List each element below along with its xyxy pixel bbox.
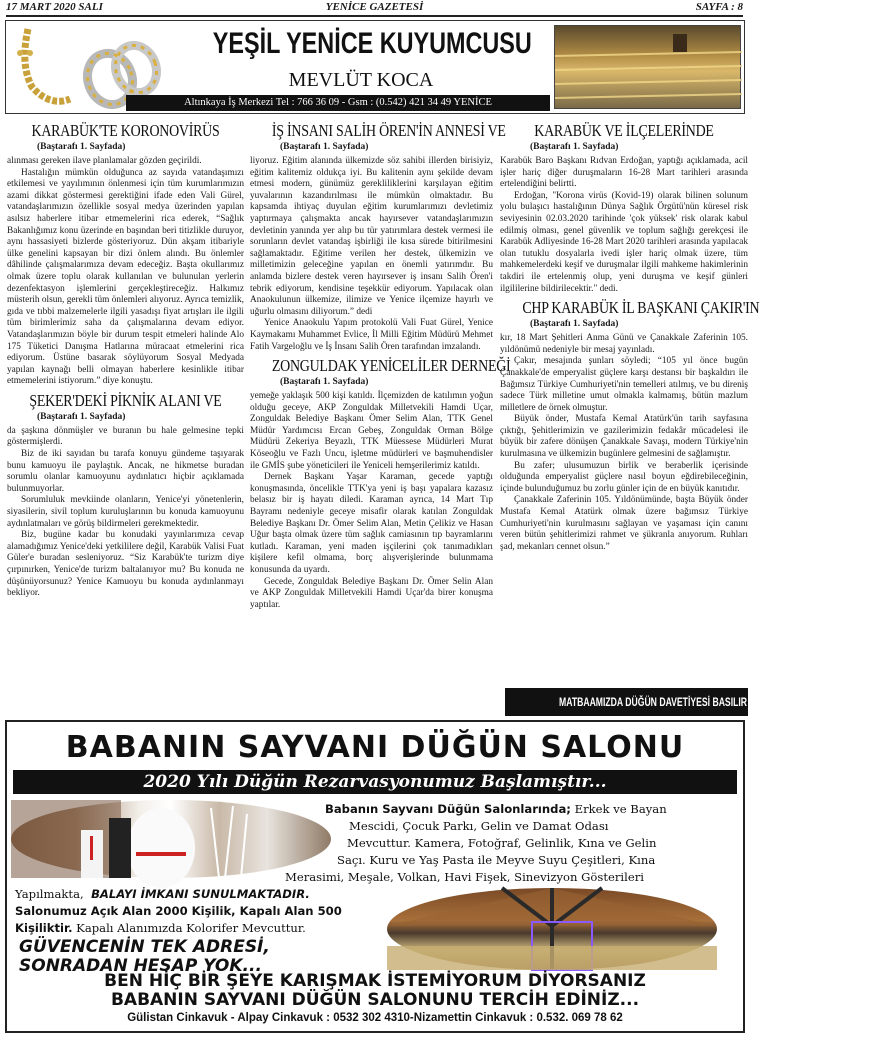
page-number: SAYFA : 8	[695, 1, 743, 13]
wedding-hall-title: BABANIN SAYVANI DÜĞÜN SALONU	[65, 730, 685, 765]
headline-salih-oren: İŞ İNSANI SALİH ÖREN'İN ANNESİ VE	[271, 121, 506, 140]
amenities-lead: Babanın Sayvanı Düğün Salonlarında;	[325, 802, 571, 816]
column-right	[500, 118, 760, 553]
article-paragraph: kır, 18 Mart Şehitleri Anma Günü ve Çanakkale Zaferinin 105. yıldönümü nedeniyle bir mesaj yayınladı.	[500, 333, 748, 355]
headline-karabuk-ilcelerinde: KARABÜK VE İLÇELERİNDE	[534, 121, 714, 140]
jeweler-owner: MEVLÜT KOCA	[288, 69, 434, 91]
heating-text: Kapalı Alanımızda Kolorifer Mevcuttur.	[76, 921, 306, 935]
capacity-line: Salonumuz Açık Alan 2000 Kişilik, Kapalı Alan 500	[15, 904, 342, 918]
article-paragraph: Büyük önder, Mustafa Kemal Atatürk'ün tarih sayfasına çıktığı, Şehitlerimizin ve gazilerimizin fedakâr mücadelesi ile büyük bir zafere dönüşen Çanakkale Savaşı, modern Türkiye'nin kurulmasına ve ülkemizin bugünlere gelmesini de sağlamıştır.	[500, 414, 748, 460]
honeymoon-line	[15, 886, 310, 902]
article-paragraph: Yenice Anaokulu Yapım protokolü Vali Fuat Gürel, Yenice Kaymakamı Muhammet Evlice, İl Milli Eğitim Müdürü Mehmet Fatih Vargeloğlu ve İş İnsanı Salih Ören tarafından imzalandı.	[250, 318, 493, 352]
continued-note: (Baştarafı 1. Sayfada)	[530, 142, 619, 152]
article-paragraph: Karabük Baro Başkanı Rıdvan Erdoğan, yaptığı açıklamada, acil işler hariç diğer duruşmaların 16-28 Mart tarihleri arasında ertelendiğini belirtti.	[500, 156, 748, 190]
slogan-1: GÜVENCENİN TEK ADRESİ,	[19, 937, 270, 957]
article-paragraph: alınması gereken ilave planlamalar gözden geçirildi.	[7, 156, 202, 166]
headline-karabuk-koronavirus: KARABÜK'TE KORONOVİRÜS	[31, 121, 220, 140]
continued-note: (Baştarafı 1. Sayfada)	[37, 411, 126, 422]
article-paragraph: Dernek Başkanı Yaşar Karaman, gecede yaptığı konuşmasında, öncelikle TTK'ya yeni iş başı yapalara kazasız belasız bir iş hayatı diledi. Karaman ayrıca, 14 Mart Tıp Bayramı nedeniyle geceye misafir olarak katılan Zonguldak Belediye Başkanı Dr. Ömer Selim Alan, Metin Çelikiz ve Hasan Uğur başta olmak üzere tüm sağlık camiasının tıp bayramlarını kutladı. Karaman, yeni maden işçilerini çok tanımadıkları kişilere kefil olmama, borç alışverişlerinde bulunmama konusunda da uyardı.	[250, 472, 493, 575]
page-header	[6, 0, 743, 17]
article-paragraph: Erdoğan, "Korona virüs (Kovid-19) olarak bilinen solunum yolu bulaşıcı hastalığının Dünya Sağlık Örgütü'nün küresel risk seviyesinin 02.03.2020 tarihinde 'çok yüksek' risk olarak kabul edilmiş olması, genel güvenlik ve toplum sağlığı gerekçesi ile Karabük Adliyesinde 16-28 Mart 2020 tarihleri arasında yapılacak olan tutuklu dosyalarla ivedi işler hariç olmak üzere, tüm mahkemelerdeki keşif ve duruşmalar ilgili mahkeme hakimlerinin takdiri ile ertelenmiş olup, yeni duruşma ve keşif günleri ilgililerine bildirilecektir." dedi.	[500, 190, 748, 294]
closing-line-1: BEN HİÇ BİR ŞEYE KARIŞMAK İSTEMİYORUM DİYORSANIZ	[104, 971, 646, 991]
amenities-line-1	[325, 801, 667, 817]
heating-line	[15, 920, 306, 936]
jewelry-shop-photo	[554, 25, 741, 109]
amenities-text: Erkek ve Bayan	[574, 802, 667, 816]
jeweler-contact: Altınkaya İş Merkezi Tel : 766 36 09 - Gsm : (0.542) 421 34 49 YENİCE	[126, 95, 550, 111]
invitation-print-text: MATBAAMIZDA DÜĞÜN DAVETİYESİ BASILIR TEL:(0.370) 766 12 02	[559, 695, 837, 709]
article-paragraph: Çakır, mesajında şunları söyledi; “105 yıl önce bugün Çanakkale'de emperyalist güçlere karşı destansı bir başkaldırı ile Bağımsız Türkiye Cumhuriyeti'nin temelleri atılmış, ve bu direniş sadece Türk milletine umut olmakla kalmamış, bütün mazlum milletlere de örnek olmuştur.	[500, 356, 748, 413]
amenities-line-3: Mevcuttur. Kamera, Fotoğraf, Gelinlik, Kına ve Gelin	[347, 836, 657, 850]
newspaper-name: YENİCE GAZETESİ	[325, 1, 424, 13]
amenities-line-4: Saçı. Kuru ve Yaş Pasta ile Meyve Suyu Çeşitleri, Kına	[337, 853, 656, 867]
capacity-end: Kişiliktir.	[15, 921, 73, 935]
column-left	[7, 118, 244, 600]
headline-seker-piknik: ŞEKER'DEKİ PİKNİK ALANI VE	[29, 390, 222, 410]
continued-note: (Baştarafı 1. Sayfada)	[530, 319, 619, 330]
continued-note: (Baştarafı 1. Sayfada)	[280, 377, 369, 388]
slogan-2: SONRADAN HESAP YOK...	[19, 956, 262, 976]
article-paragraph: Çanakkale Zaferinin 105. Yıldönümünde, başta Büyük önder Mustafa Kemal Atatürk olmak üzere bağımsız Türkiye Cumhuriyeti'nin kurulmasını sağlayan ve yaşaması için canını veren bütün şehitlerimizi rahmet ve şükranla anıyorum. Ruhları şad, mekanları cennet olsun.”	[500, 495, 748, 552]
article-paragraph: Sorumluluk mevkiinde olanların, Yenice'yi yönetenlerin, siyasilerin, sivil toplum kuruluşlarının bu konuda kamuoyunu aydınlatmaları ve görüş bildirmeleri gerekmektedir.	[7, 495, 244, 529]
amenities-line-5: Merasimi, Meşale, Volkan, Havi Fişek, Sinevizyon Gösterileri	[285, 870, 644, 884]
invitation-print-ad	[505, 688, 837, 716]
jeweler-ad	[5, 20, 745, 114]
article-paragraph: Biz, bugüne kadar bu konudaki yayınlarımıza cevap alamadığımız Yenice'deki yetkililere değil, Karabük Valisi Fuat Güler'e buradan sesleniyoruz. “Siz Karabük'te turizm diye çırpınırken, Yenice'de turizm baltalanıyor mu? Bu konuda ne düşünüyorsunuz? Yenice Kamuoyu bu konuda aydınlanmayı bekliyor.	[7, 530, 244, 599]
column-middle	[250, 118, 511, 611]
article-paragraph: Hastalığın mümkün olduğunca az sayıda vatandaşımızı etkilemesi ve yayılımının önlenmesi için tüm kurumlarımızın azami dikkat göstermesi gerektiğini ifade eden Vali Gürel, vatandaşlarımızın özellikle sosyal medya üzerinden yapılan asılsız haberlere itibar etmemelerini rica ederek, “Sağlık Bakanlığımız konu üzerinde en başından beri titizlikle duruyor, aynı hassasiyeti bizlerde gösteriyoruz. Dün akşam itibariyle ülke genelini kapsayan bir dizi önlem alındı. Bu önlemler dâhilinde çalışmalarımıza devam edeceğiz. Başta okullarımız olmak üzere toplu olarak kullanılan ve bulunulan yerlerin dezenfektasyon işlemlerini gerçekleştireceğiz. Halkımız müsterih olsun, gerekli tüm önlemleri alıyoruz. Ayrıca temizlik, gıda ve tıbbi malzemelerle ilgili yasadışı fiyat artışları ile ilgili tüm birimlerimiz saha da çalışmalarına devam ediyor. Vatandaşlarımızın böyle bir durum tespit etmeleri halinde Alo 175 Tüketici Danışma Hatlarına müracaat etmelerini rica ediyorum. Üstüne basarak söylüyorum Sosyal Medyada yapılan kaynağı belli olmayan haberlere kesinlikle itibar etmemelerini istiyorum.” diye konuştu.	[7, 167, 244, 387]
continued-note: (Baştarafı 1. Sayfada)	[280, 142, 369, 152]
honeymoon-bold: BALAYI İMKANI SUNULMAKTADIR.	[91, 887, 310, 901]
closing-line-2: BABANIN SAYVANI DÜĞÜN SALONUNU TERCİH EDİNİZ...	[110, 990, 640, 1010]
article-paragraph: Gecede, Zonguldak Belediye Başkanı Dr. Ömer Selin Alan ve AKP Zonguldak Milletvekili Hamdi Uçar'da birer konuşma yaptılar.	[250, 576, 493, 610]
amenities-line-2: Mescidi, Çocuk Parkı, Gelin ve Damat Odası	[349, 819, 609, 833]
honeymoon-plain: Yapılmakta,	[15, 887, 84, 901]
continued-note: (Baştarafı 1. Sayfada)	[37, 142, 126, 152]
article-paragraph: da şaşkına dönmüşler ve buranın bu hale gelmesine tepki göstermişlerdi.	[7, 425, 244, 448]
headline-chp-cakir: CHP KARABÜK İL BAŞKANI ÇAKIR'IN	[522, 298, 760, 318]
jeweler-title: YEŞİL YENİCE KUYUMCUSU	[212, 27, 532, 60]
issue-date: 17 MART 2020 SALI	[6, 1, 103, 13]
wedding-photo	[11, 800, 331, 878]
reservation-banner: 2020 Yılı Düğün Rezarvasyonumuz Başlamıştır...	[13, 770, 737, 794]
article-paragraph: Bu zafer; ulusumuzun birlik ve beraberlik içerisinde olduğunda emperyalist güçlere nasıl boyun eğdirebileceğinin, içinde bulunduğumuz bu zorlu günler için de en büyük kanıtıdır.	[500, 460, 748, 494]
article-paragraph: Biz de iki sayıdan bu tarafa konuyu gündeme taşıyarak bunu kamuoyu ile paylaştık. Ancak, ne hikmetse buradan sorumlu olanlar kamuoyunu aydınlatıcı hiçbir açıklamada bulunmuyorlar.	[7, 449, 244, 494]
headline-zonguldak-yeniceliler: ZONGULDAK YENİCELİLER DERNEĞİ	[271, 356, 511, 376]
article-paragraph: liyoruz. Eğitim alanında ülkemizde söz sahibi illerden birisiyiz, eğitim kalitemiz oldukça iyi. Bu kalitenin aynı şekilde devam etmesi modern, günümüz gerekliliklerini karşılayan eğitim yuvalarının kazandırılması ile mümkün olmaktadır. Bu kapsamda ihtiyaç duyulan eğitim kurumlarımızı devletimiz yaptırmaya çalışmakta ancak hayırsever vatandaşlarımızın devletinin yanında yer alıp bu tür yatırımlara destek vermesi ile sorunların devlet vatandaş işbirliği ile kısa sürede bitirilmesini sağlamaktadır. Eğitime verilen her destek, ülkemizin ve milletimizin geleceğine yapılan en önemli yatırımdır. Bu anlamda bizlere destek veren hayırsever iş insanı Salih Ören'i tebrik ediyorum, kendisine teşekkür ediyorum. Yapılacak olan Anaokulunun ülkemize, ilimize ve Yenice ilçemize hayırlı ve uğurlu olmasını diliyorum.” dedi	[250, 156, 493, 317]
wedding-hall-photo	[387, 888, 717, 970]
article-paragraph: yemeğe yaklaşık 500 kişi katıldı. İlçemizden de katılımın yoğun olduğu geceye, AKP Zonguldak Milletvekili Hamdi Uçar, Zonguldak Belediye Başkanı Ömer Selim Alan, TTK Genel Müdür Yardımcısı Ercan Gebeş, Zonguldak Orman Bölge Müdürü Zekeriya Beyazlı, TTK Müessese Müdürleri Murat Köseoğlu ve Fazlı Uncu, işletme müdürleri ve başmuhendisler ile GMİS şube yöneticileri ile Yeniceli hemşerilerimiz katıldı.	[250, 391, 493, 471]
wedding-hall-ad	[5, 720, 745, 1033]
contact-phones: Gülistan Cinkavuk - Alpay Cinkavuk : 0532 302 4310-Nizamettin Cinkavuk : 0.532. 069 78 62	[127, 1012, 623, 1024]
